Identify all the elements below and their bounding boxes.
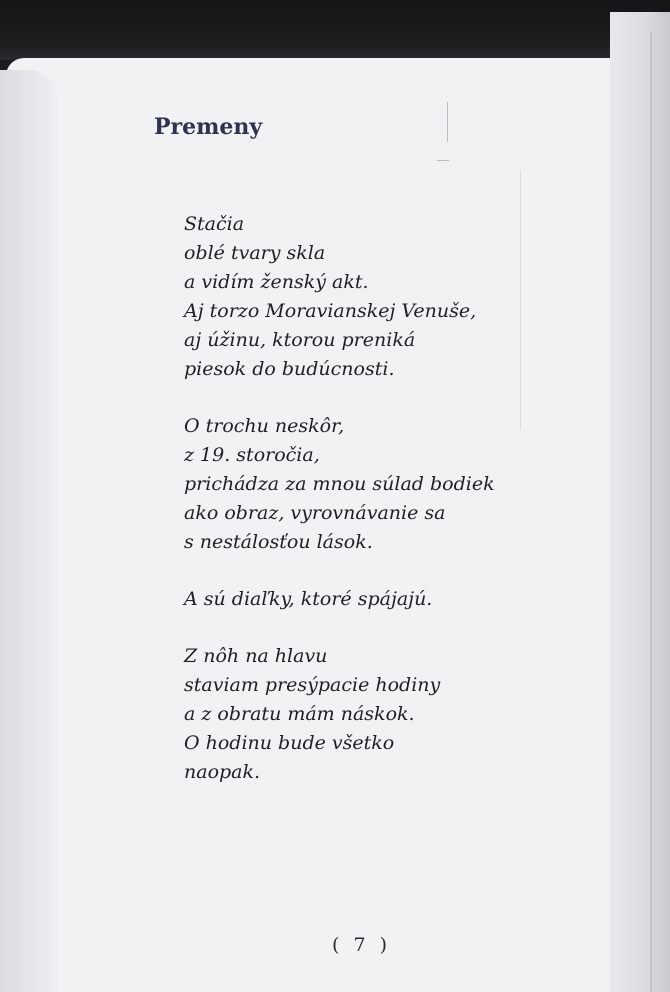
stanza [184, 585, 544, 614]
poem-body [184, 210, 544, 815]
poem-line: a z obratu mám náskok. [184, 703, 415, 725]
poem-line: O trochu neskôr, [184, 415, 345, 437]
left-page-stack [0, 70, 58, 992]
poem-line: Aj torzo Moravianskej Venuše, [184, 300, 477, 322]
poem-line: A sú diaľky, ktoré spájajú. [184, 588, 433, 610]
pencil-mark [447, 102, 448, 142]
book-top-shadow [0, 0, 670, 60]
poem-line: z 19. storočia, [184, 444, 320, 466]
poem-line: aj úžinu, ktorou preniká [184, 329, 416, 351]
poem-line: Z nôh na hlavu [184, 645, 328, 667]
right-page-edge [610, 12, 670, 992]
stanza [184, 210, 544, 384]
stanza [184, 412, 544, 557]
poem-title: Premeny [154, 114, 263, 140]
poem-line: oblé tvary skla [184, 242, 326, 264]
poem-line: prichádza za mnou súlad bodiek [184, 473, 495, 495]
poem-line: O hodinu bude všetko [184, 732, 395, 754]
poem-line: piesok do budúcnosti. [184, 358, 395, 380]
poem-line: s nestálosťou lások. [184, 531, 373, 553]
poem-line: staviam presýpacie hodiny [184, 674, 441, 696]
page-number: ( 7 ) [332, 934, 391, 956]
poem-line: ako obraz, vyrovnávanie sa [184, 502, 446, 524]
pencil-mark [437, 160, 449, 161]
stanza [184, 642, 544, 787]
poem-line: a vidím ženský akt. [184, 271, 369, 293]
poem-line: naopak. [184, 761, 261, 783]
poem-line: Stačia [184, 213, 245, 235]
page-edge-line [650, 32, 652, 992]
